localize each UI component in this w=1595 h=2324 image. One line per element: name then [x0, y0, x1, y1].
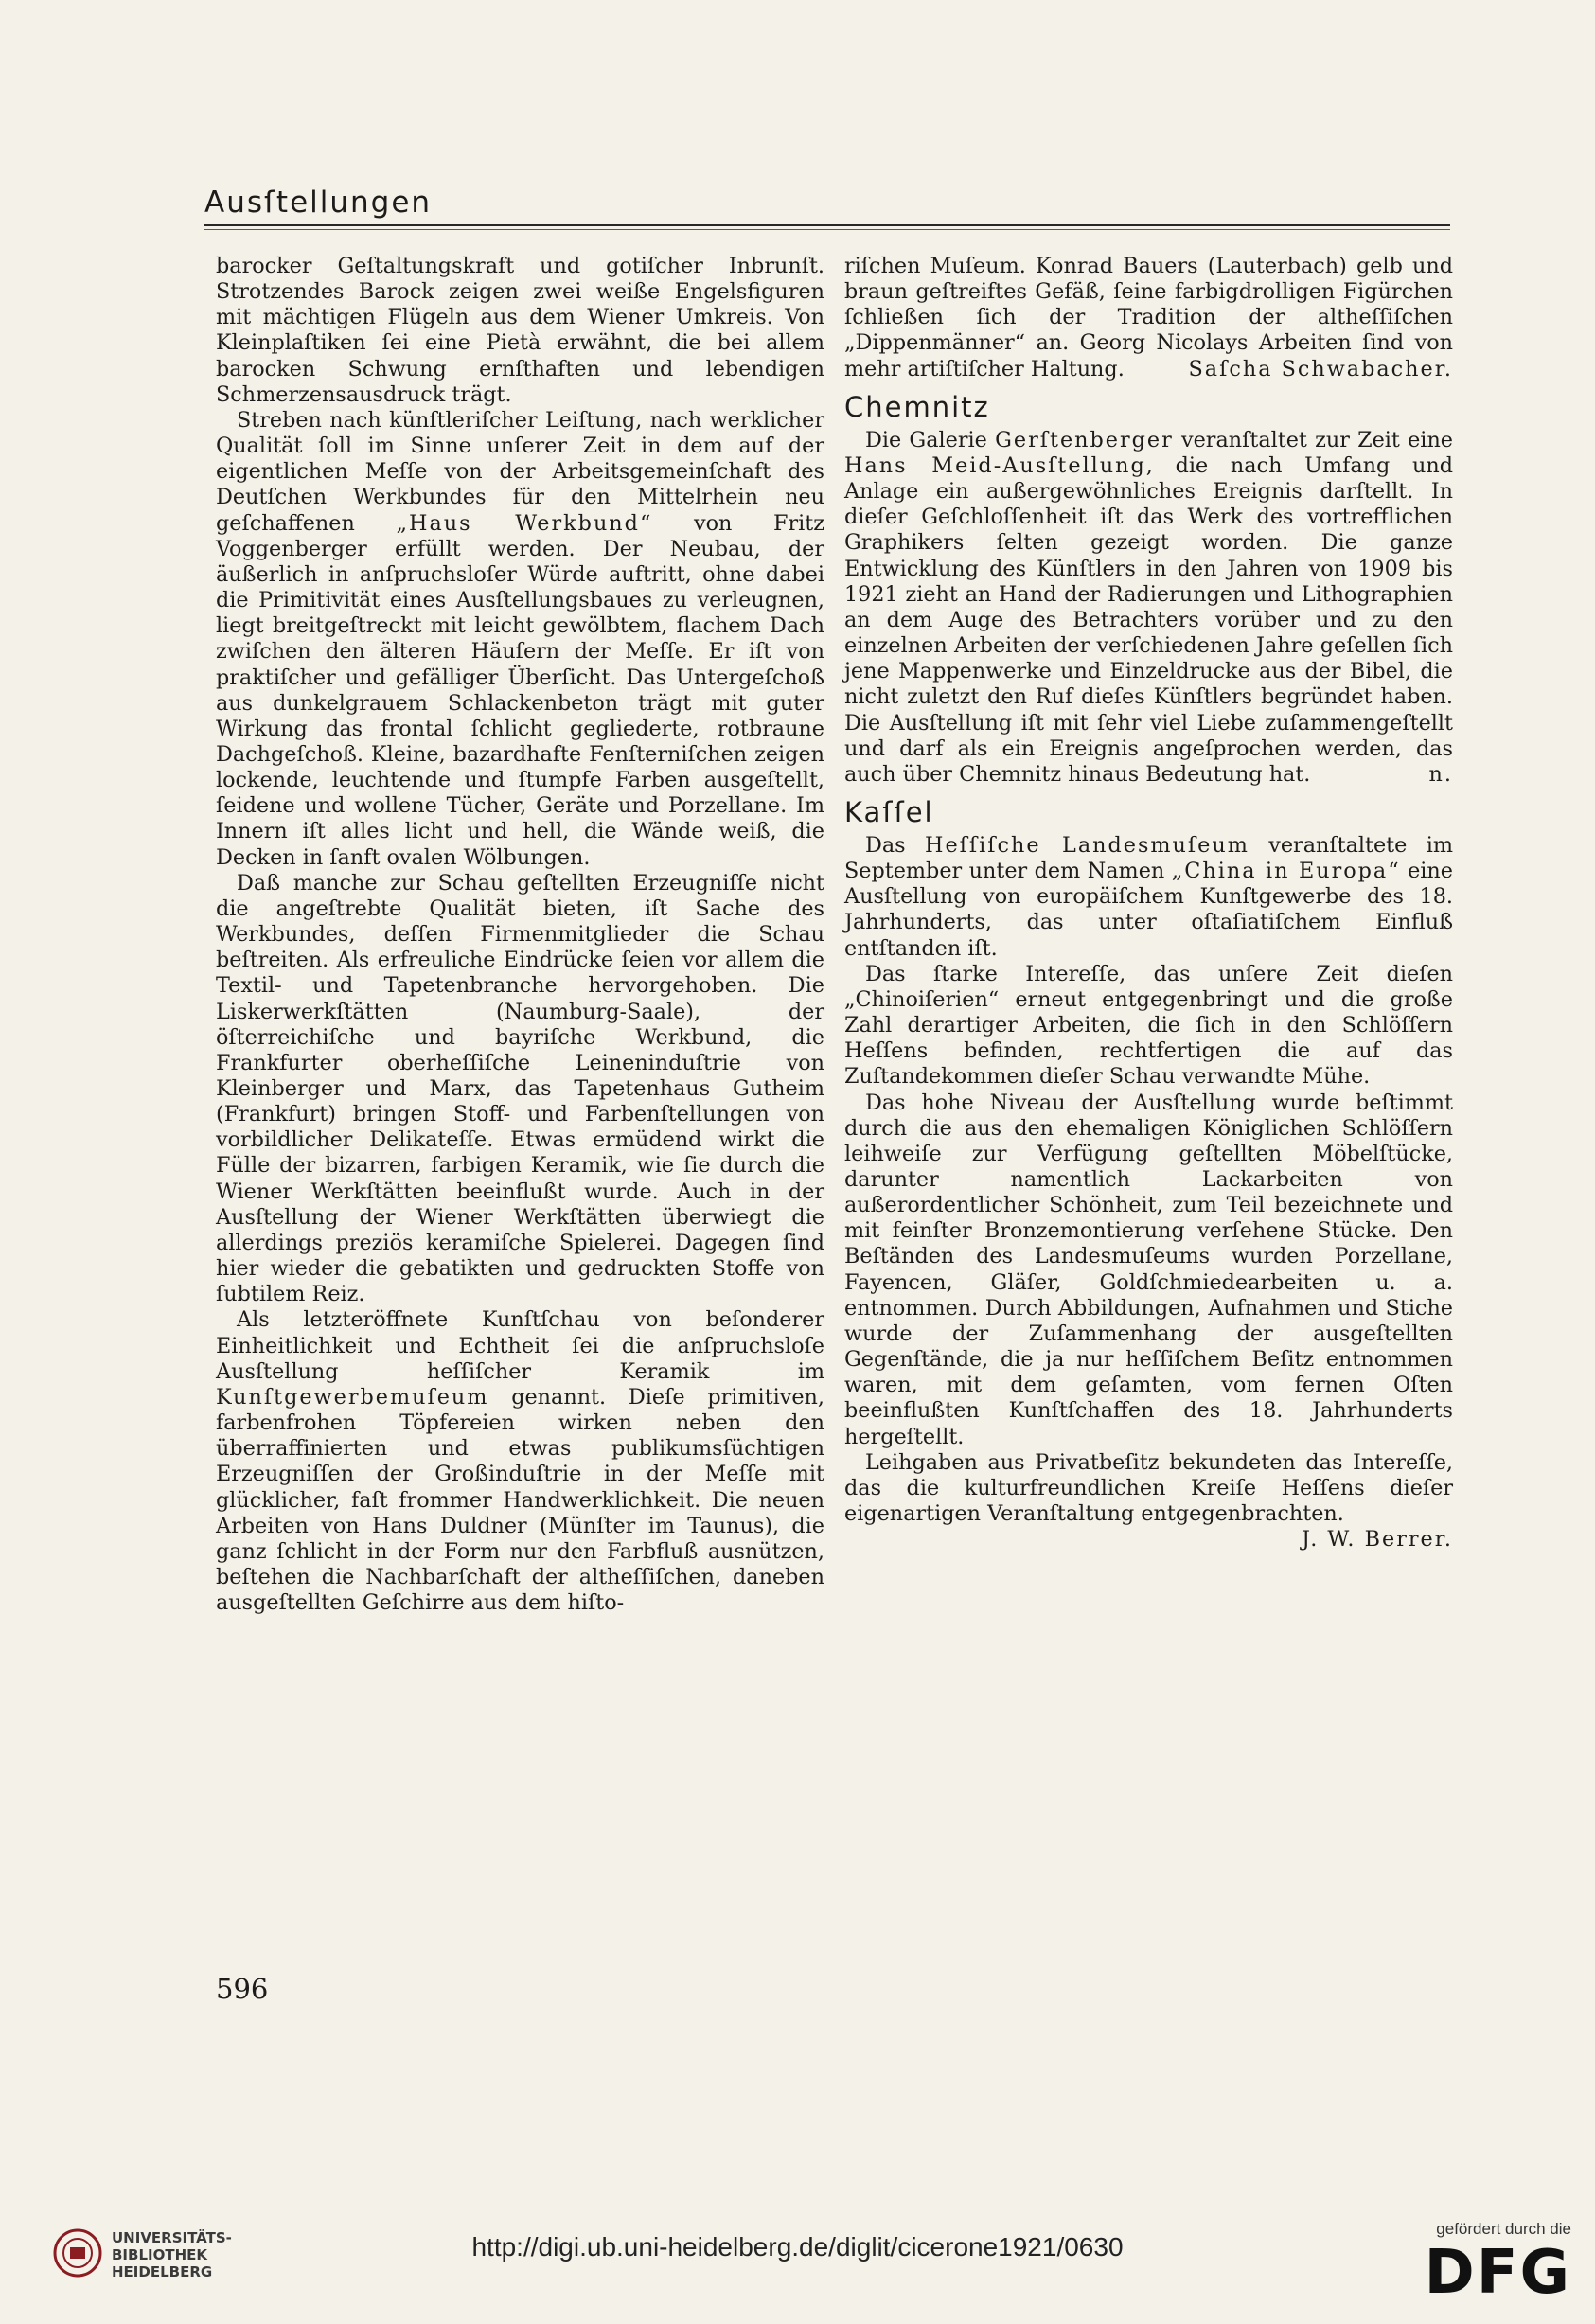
section-header: Ausſtellungen — [204, 186, 433, 220]
header-rule-thin — [204, 229, 1450, 230]
emphasis: Gerſtenberger — [995, 427, 1174, 452]
author-signature: Saſcha Schwabacher. — [1188, 356, 1453, 381]
emphasis: „Haus Werkbund“ — [396, 510, 653, 536]
emphasis: Hans Meid-Ausſtellung — [844, 452, 1146, 478]
emphasis: „China in Europa“ — [1171, 859, 1401, 884]
heading-chemnitz: Chemnitz — [844, 390, 990, 423]
dfg-logo: DFG — [1424, 2238, 1571, 2308]
paragraph: Die Galerie Gerſtenberger veranſtaltet zur Zeit eine Hans Meid-Ausſtellung, die nach Umfang und Anlage ein außergewöhnliches Ereignis darſtellt. In dieſer Geſchloſſenheit iſt das Werk des vortrefflichen Graphikers ſelten gezeigt worden. Die ganze Entwicklung des Künſtlers in den Jahren von 1909 bis 1921 zieht an Hand der Radierungen und Lithographien an dem Auge des Betrachters vorüber und zu den einzelnen Arbeiten der verſchiedenen Jahre geſellen ſich jene Mappenwerke und Einzeldrucke aus der Bibel, die nicht zuletzt den Ruf dieſes Künſtlers begründet haben. Die Ausſtellung iſt mit ſehr viel Liebe zuſammengeſtellt und darf als ein Ereignis angeſprochen werden, das auch über Chemnitz hinaus Bedeutung hat. n. — [844, 427, 1453, 787]
emphasis: Heſſiſche Landesmuſeum — [925, 832, 1249, 858]
author-signature: J. W. Berrer. — [1302, 1527, 1453, 1552]
permalink-url[interactable]: http://digi.ub.uni-heidelberg.de/diglit/cicerone1921/0630 — [471, 2232, 1124, 2262]
paragraph: riſchen Muſeum. Konrad Bauers (Lauterbach) gelb und braun geſtreiftes Gefäß, ſeine farbigdrolligen Figürchen ſchließen ſich der Tradition der altheſſiſchen „Dippenmänner“ an. Georg Nicolays Arbeiten ſind von mehr artiſtiſcher Haltung. Saſcha Schwabacher. — [844, 254, 1453, 381]
right-column — [844, 254, 1453, 1552]
paragraph: Das ſtarke Intereſſe, das unſere Zeit dieſen „Chinoiſerien“ erneut entgegenbringt und die große Zahl derartiger Arbeiten, die ſich in den Schlöſſern Heſſens befinden, rechtfertigen die auf das Zuſtandekommen dieſer Schau verwandte Mühe. — [844, 961, 1453, 1090]
author-signature: n. — [1428, 761, 1453, 787]
paragraph: Das hohe Niveau der Ausſtellung wurde beſtimmt durch die aus den ehemaligen Königlichen Schlöſſern leihweiſe zur Verfügung geſtellten Möbelſtücke, darunter namentlich Lackarbeiten von außerordentlicher Schönheit, zum Teil bezeichnete und mit feinſter Bronzemontierung verſehene Stücke. Den Beſtänden des Landesmuſeums wurden Porzellane, Fayencen, Gläſer, Goldſchmiedearbeiten u. a. entnommen. Durch Abbildungen, Aufnahmen und Stiche wurde der Zuſammenhang der ausgeſtellten Gegenſtände, die ja nur heſſiſchem Beſitz entnommen waren, mit dem geſamten, vom fernen Oſten beeinflußten Kunſtſchaffen des 18. Jahrhunderts hergeſtellt. — [844, 1090, 1453, 1449]
paragraph: Leihgaben aus Privatbeſitz bekundeten das Intereſſe, das die kulturfreundlichen Kreiſe Heſſens dieſer eigenartigen Veranſtaltung entgegenbrachten. J. W. Berrer. — [844, 1449, 1453, 1552]
emphasis: Kunſtgewerbemuſeum — [216, 1384, 489, 1410]
paragraph: Das Heſſiſche Landesmuſeum veranſtaltete im September unter dem Namen „China in Europa“ eine Ausſtellung von europäiſchem Kunſtgewerbe des 18. Jahrhunderts, das unter oſtaſiatiſchem Einfluß entſtanden iſt. — [844, 832, 1453, 961]
header-rule — [204, 224, 1450, 226]
page-number: 596 — [216, 1973, 269, 2005]
heading-kassel: Kaſſel — [844, 795, 934, 828]
paragraph: Daß manche zur Schau geſtellten Erzeugniſſe nicht die angeſtrebte Qualität bieten, iſt Sache des Werkbundes, deſſen Firmenmitglieder die Schau beſtreiten. Als erfreuliche Eindrücke ſeien vor allem die Textil- und Tapetenbranche hervorgehoben. Die Liskerwerkſtätten (Naumburg-Saale), der öſterreichiſche und bayriſche Werkbund, die Frankfurter oberheſſiſche Leineninduſtrie von Kleinberger und Marx, das Tapetenhaus Gutheim (Frankfurt) bringen Stoff- und Farbenſtellungen von vorbildlicher Delikateſſe. Etwas ermüdend wirkt die Fülle der bizarren, farbigen Keramik, wie ſie durch die Wiener Werkſtätten beeinflußt wurde. Auch in der Ausſtellung der Wiener Werkſtätten überwiegt die allerdings preziös keramiſche Spielerei. Dagegen ſind hier wieder die gebatikten und gedruckten Stoffe von ſubtilem Reiz. — [216, 870, 824, 1307]
paragraph: Streben nach künſtleriſcher Leiſtung, nach werklicher Qualität ſoll im Sinne unſerer Zeit in dem auf der eigentlichen Meſſe von der Arbeitsgemeinſchaft des Deutſchen Werkbundes für den Mittelrhein neu geſchaffenen „Haus Werkbund“ von Fritz Voggenberger erfüllt werden. Der Neubau, der äußerlich in anſpruchsloſer Würde auftritt, ohne dabei die Primitivität eines Ausſtellungsbaues zu verleugnen, liegt breitgeſtreckt mit leicht gewölbtem, flachem Dach zwiſchen den älteren Häuſern der Meſſe. Er iſt von praktiſcher und gefälliger Überſicht. Das Untergeſchoß aus dunkelgrauem Schlackenbeton trägt mit guter Wirkung das frontal ſchlicht gegliederte, rotbraune Dachgeſchoß. Kleine, bazardhafte Fenſterniſchen zeigen lockende, leuchtende und ſtumpfe Farben ausgeſtellt, ſeidene und wollene Tücher, Geräte und Porzellane. Im Innern iſt alles licht und hell, die Wände weiß, die Decken in ſanft ovalen Wölbungen. — [216, 407, 824, 870]
paragraph: barocker Geſtaltungskraft und gotiſcher Inbrunſt. Strotzendes Barock zeigen zwei weiße Engelsfiguren mit mächtigen Flügeln aus dem Wiener Umkreis. Von Kleinplaſtiken ſei eine Pietà erwähnt, die bei allem barocken Schwung ernſthaften und lebendigen Schmerzensausdruck trägt. — [216, 254, 824, 407]
library-name: UNIVERSITÄTS- BIBLIOTHEK HEIDELBERG — [112, 2229, 232, 2280]
funding-label: gefördert durch die — [1436, 2220, 1571, 2238]
paragraph: Als letzteröffnete Kunſtſchau von beſonderer Einheitlichkeit und Echtheit ſei die anſpruchsloſe Ausſtellung heſſiſcher Keramik im Kunſtgewerbemuſeum genannt. Dieſe primitiven, farbenfrohen Töpfereien wirken neben den überraffinierten und etwas publikumsſüchtigen Erzeugniſſen der Großinduſtrie in der Meſſe mit glücklicher, faſt frommer Handwerklichkeit. Die neuen Arbeiten von Hans Duldner (Münſter im Taunus), die ganz ſchlicht in der Form nur den Farbfluß ausnützen, beſtehen die Nachbarſchaft der altheſſiſchen, daneben ausgeſtellten Geſchirre aus dem hiſto- — [216, 1307, 824, 1616]
left-column — [216, 254, 824, 1616]
